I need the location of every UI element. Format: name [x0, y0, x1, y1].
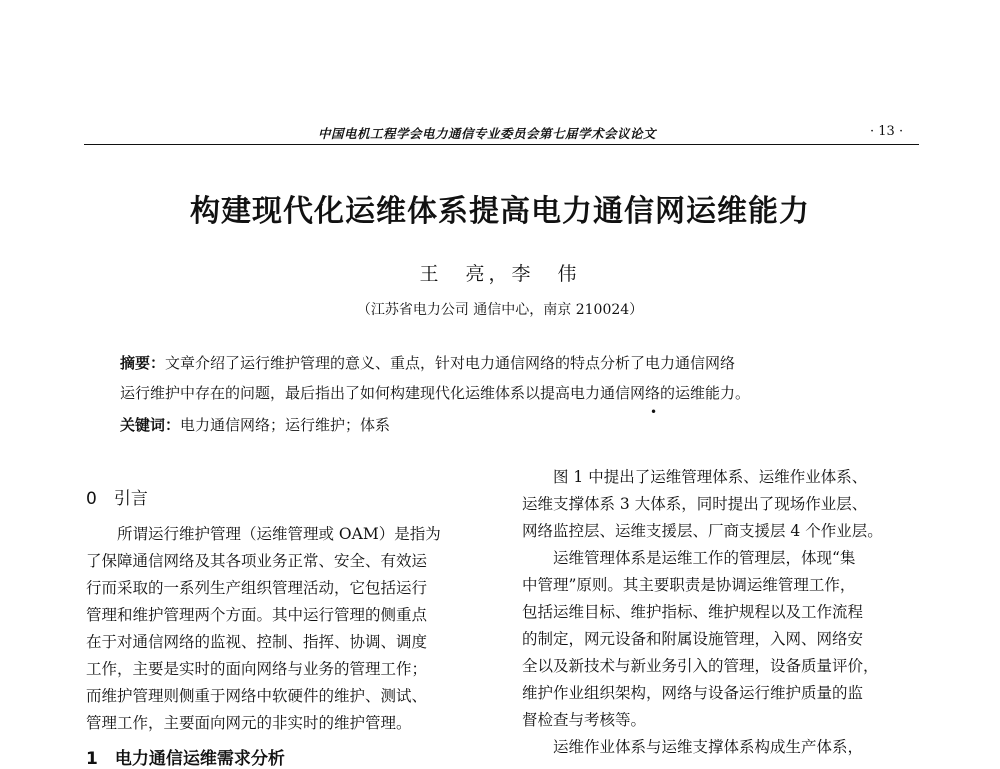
left-line: 在于对通信网络的监视、控制、指挥、协调、调度 [86, 633, 428, 651]
abstract-label: 摘要： [120, 354, 166, 372]
left-column [86, 521, 486, 737]
paper-title: 构建现代化运维体系提高电力通信网运维能力 [190, 194, 810, 229]
abstract [120, 348, 910, 408]
right-line: 全以及新技术与新业务引入的管理，设备质量评价， [522, 657, 879, 675]
right-line: 维护作业组织架构，网络与设备运行维护质量的监 [522, 684, 864, 702]
left-line: 了保障通信网络及其各项业务正常、安全、有效运 [86, 552, 428, 570]
authors: 王 亮，李 伟 [419, 263, 581, 285]
right-line: 运维管理体系是运维工作的管理层，体现“集 [522, 549, 856, 567]
left-line: 管理工作，主要面向网元的非实时的维护管理。 [86, 714, 412, 732]
left-line: 管理和维护管理两个方面。其中运行管理的侧重点 [86, 606, 428, 624]
right-column [522, 464, 922, 761]
right-line: 督检查与考核等。 [522, 711, 647, 729]
keywords [120, 414, 390, 435]
left-line: 工作，主要是实时的面向网络与业务的管理工作； [86, 660, 428, 678]
left-line: 所谓运行维护管理（运维管理或 OAM）是指为 [86, 525, 441, 543]
right-line: 图 1 中提出了运维管理体系、运维作业体系、 [522, 468, 868, 486]
affiliation: （江苏省电力公司 通信中心，南京 210024） [356, 302, 644, 318]
right-line: 网络监控层、运维支援层、厂商支援层 4 个作业层。 [522, 522, 883, 540]
section-heading-1: 1 电力通信运维需求分析 [86, 749, 285, 769]
abstract-text-1: 文章介绍了运行维护管理的意义、重点，针对电力通信网络的特点分析了电力通信网络 [165, 354, 736, 372]
right-line: 中管理”原则。其主要职责是协调运维管理工作， [522, 576, 856, 594]
header-rule [84, 144, 919, 145]
left-line: 行而采取的一系列生产组织管理活动，它包括运行 [86, 579, 428, 597]
right-line: 运维支撑体系 3 大体系，同时提出了现场作业层、 [522, 495, 868, 513]
stray-mark: • [650, 405, 658, 419]
abstract-line-1 [120, 348, 910, 378]
page-number: · 13 · [870, 124, 904, 139]
right-line: 运维作业体系与运维支撑体系构成生产体系， [522, 738, 864, 756]
keywords-label: 关键词： [120, 416, 181, 434]
keywords-text: 电力通信网络；运行维护；体系 [180, 416, 391, 434]
left-line: 而维护管理则侧重于网络中软硬件的维护、测试、 [86, 687, 428, 705]
right-line: 包括运维目标、维护指标、维护规程以及工作流程 [522, 603, 864, 621]
abstract-line-2: 运行维护中存在的问题，最后指出了如何构建现代化运维体系以提高电力通信网络的运维能力。 [120, 384, 751, 402]
section-heading-intro: 0 引言 [86, 489, 148, 509]
running-header: 中国电机工程学会电力通信专业委员会第七届学术会议论文 [318, 126, 657, 141]
right-line: 的制定，网元设备和附属设施管理，入网、网络安 [522, 630, 864, 648]
